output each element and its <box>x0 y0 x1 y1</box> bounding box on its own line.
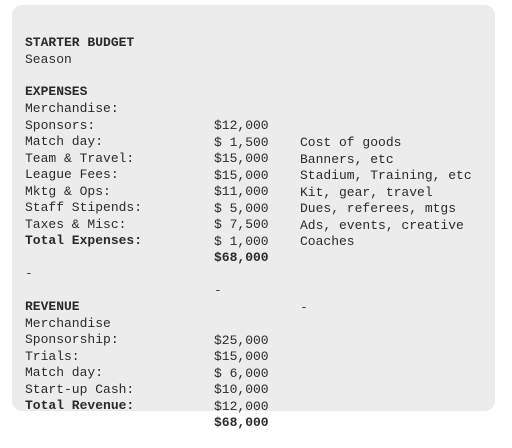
budget-card <box>12 5 495 430</box>
expenses-total-label: Total Expenses: <box>25 233 143 248</box>
revenue-amount: $12,000 <box>214 398 269 414</box>
expense-amount: $15,000 <box>214 167 269 183</box>
expense-note: Ads, events, creative <box>300 217 464 233</box>
expense-amount: $ 5,000 <box>214 200 269 216</box>
budget-title: STARTER BUDGET <box>25 35 135 50</box>
budget-subtitle: Season <box>25 52 72 67</box>
expense-amount: $15,000 <box>214 151 269 166</box>
expense-note: Stadium, Training, etc <box>300 168 472 183</box>
expense-amount: $ 1,500 <box>214 134 269 150</box>
expense-note: Dues, referees, mtgs <box>300 201 457 216</box>
expense-amount: $12,000 <box>214 118 269 133</box>
revenue-amount: $25,000 <box>214 332 269 348</box>
budget-title-row <box>12 17 495 50</box>
expense-note: Banners, etc <box>300 151 394 167</box>
revenue-total-label: Total Revenue: <box>25 398 135 413</box>
revenue-amount: $ 6,000 <box>214 365 269 381</box>
expense-label: Team & Travel: <box>25 150 135 166</box>
revenue-amount: $15,000 <box>214 349 269 364</box>
revenue-label: Match day: <box>25 365 104 380</box>
expenses-heading-row <box>12 66 495 99</box>
expense-label: League Fees: <box>25 167 119 182</box>
revenue-label: Sponsorship: <box>25 332 119 347</box>
expense-label: Staff Stipends: <box>25 200 143 215</box>
expense-label: Sponsors: <box>25 117 96 133</box>
separator-dash: - <box>214 283 222 298</box>
expense-note: Kit, gear, travel <box>300 184 433 200</box>
revenue-total-amount: $68,000 <box>214 415 269 430</box>
expense-label: Merchandise: <box>25 101 119 116</box>
expense-amount: $11,000 <box>214 184 269 199</box>
separator-dash: - <box>25 266 33 281</box>
budget-subtitle-row <box>12 34 495 67</box>
revenue-label: Merchandise <box>25 315 111 331</box>
separator-dash: - <box>300 300 308 315</box>
revenue-heading-row <box>12 281 495 314</box>
expenses-total-amount: $68,000 <box>214 250 269 265</box>
expense-amount: $ 1,000 <box>214 233 269 249</box>
expense-amount: $ 7,500 <box>214 217 269 232</box>
revenue-heading: REVENUE <box>25 299 80 314</box>
revenue-label: Start-up Cash: <box>25 381 135 397</box>
expenses-heading: EXPENSES <box>25 84 88 99</box>
revenue-label: Trials: <box>25 348 80 364</box>
expense-label: Taxes & Misc: <box>25 216 127 232</box>
expense-label: Mktg & Ops: <box>25 183 111 199</box>
expense-note: Coaches <box>300 234 355 249</box>
expense-note: Cost of goods <box>300 135 402 150</box>
expense-label: Match day: <box>25 134 104 149</box>
revenue-amount: $10,000 <box>214 382 269 397</box>
